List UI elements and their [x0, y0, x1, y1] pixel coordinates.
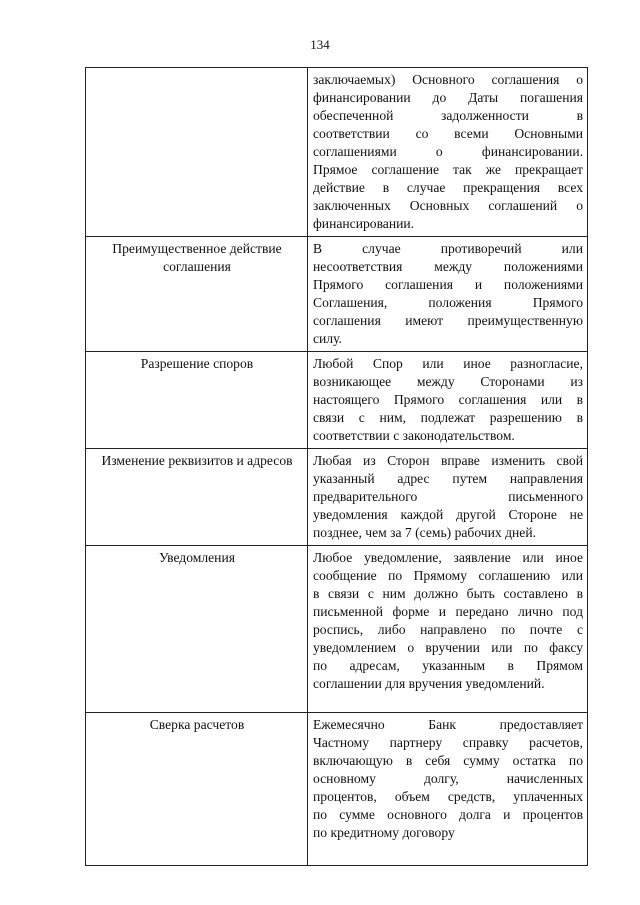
- row-value-cell: [308, 546, 588, 713]
- text-line: заключаемых) Основного соглашения о: [313, 72, 583, 87]
- text-line: по адресам, указанным в Прямом: [313, 658, 583, 673]
- text-line: возникающее между Сторонами из: [313, 374, 583, 389]
- text-line: уведомлением о вручении или по факсу: [313, 640, 583, 655]
- row-label: Сверка расчетов: [149, 717, 245, 732]
- text-line: Любая из Сторон вправе изменить свой: [313, 453, 583, 468]
- row-label-cell: [86, 546, 308, 713]
- page-number: 134: [310, 37, 330, 52]
- row-value-cell: [308, 713, 588, 866]
- row-value-cell: [308, 449, 588, 546]
- row-label: Разрешение споров: [140, 356, 254, 371]
- text-line: основному долгу, начисленных: [313, 771, 583, 786]
- table-body: [86, 68, 588, 866]
- text-line: соглашениями о финансировании.: [313, 144, 583, 159]
- agreement-table: [85, 67, 588, 866]
- row-label-cell: [86, 713, 308, 866]
- text-line: Соглашения, положения Прямого: [313, 295, 583, 310]
- text-line: по кредитному договору: [313, 825, 455, 840]
- table-row: [86, 449, 588, 546]
- text-line: предварительного письменного: [313, 489, 583, 504]
- table-row: [86, 68, 588, 237]
- text-line: действие в случае прекращения всех: [313, 180, 583, 195]
- text-line: несоответствия между положениями: [313, 259, 583, 274]
- text-line: силу.: [313, 331, 342, 346]
- text-line: письменной форме и передано лично под: [313, 604, 583, 619]
- row-label: Изменение реквизитов и адресов: [101, 453, 293, 468]
- text-line: финансировании.: [313, 216, 415, 231]
- text-line: В случае противоречий или: [313, 241, 583, 256]
- text-line: связи с ним, подлежат разрешению в: [313, 410, 583, 425]
- text-line: настоящего Прямого соглашения или в: [313, 392, 583, 407]
- text-line: Любой Спор или иное разногласие,: [313, 356, 583, 371]
- table-row: [86, 237, 588, 352]
- row-value-cell: [308, 352, 588, 449]
- text-line: Прямого соглашения и положениями: [313, 277, 583, 292]
- text-line: процентов, объем средств, уплаченных: [313, 789, 583, 804]
- text-line: заключенных Основных соглашений о: [313, 198, 583, 213]
- text-line: уведомления каждой другой Стороне не: [313, 507, 583, 522]
- text-line: финансировании до Даты погашения: [313, 90, 583, 105]
- text-line: Частному партнеру справку расчетов,: [313, 735, 583, 750]
- row-label: Преимущественное действие соглашения: [112, 241, 282, 274]
- text-line: обеспеченной задолженности в: [313, 108, 583, 123]
- text-line: сообщение по Прямому соглашению или: [313, 568, 583, 583]
- table-row: [86, 713, 588, 866]
- row-label-cell: [86, 68, 308, 237]
- row-label-cell: [86, 352, 308, 449]
- row-label-cell: [86, 237, 308, 352]
- text-line: Любое уведомление, заявление или иное: [313, 550, 583, 565]
- text-line: включающую в себя сумму остатка по: [313, 753, 583, 768]
- table-row: [86, 546, 588, 713]
- text-line: в связи с ним должно быть составлено в: [313, 586, 583, 601]
- text-line: Ежемесячно Банк предоставляет: [313, 717, 583, 732]
- text-line: соответствии со всеми Основными: [313, 126, 583, 141]
- row-value-cell: [308, 237, 588, 352]
- text-line: соглашения имеют преимущественную: [313, 313, 583, 328]
- table-row: [86, 352, 588, 449]
- text-line: указанный адрес путем направления: [313, 471, 583, 486]
- text-line: роспись, либо направлено по почте с: [313, 622, 583, 637]
- text-line: соглашении для вручения уведомлений.: [313, 676, 545, 691]
- row-label-cell: [86, 449, 308, 546]
- text-line: соответствии с законодательством.: [313, 428, 515, 443]
- text-line: по сумме основного долга и процентов: [313, 807, 583, 822]
- text-line: позднее, чем за 7 (семь) рабочих дней.: [313, 525, 537, 540]
- row-value-cell: [308, 68, 588, 237]
- row-label: Уведомления: [159, 550, 235, 565]
- text-line: Прямое соглашение так же прекращает: [313, 162, 583, 177]
